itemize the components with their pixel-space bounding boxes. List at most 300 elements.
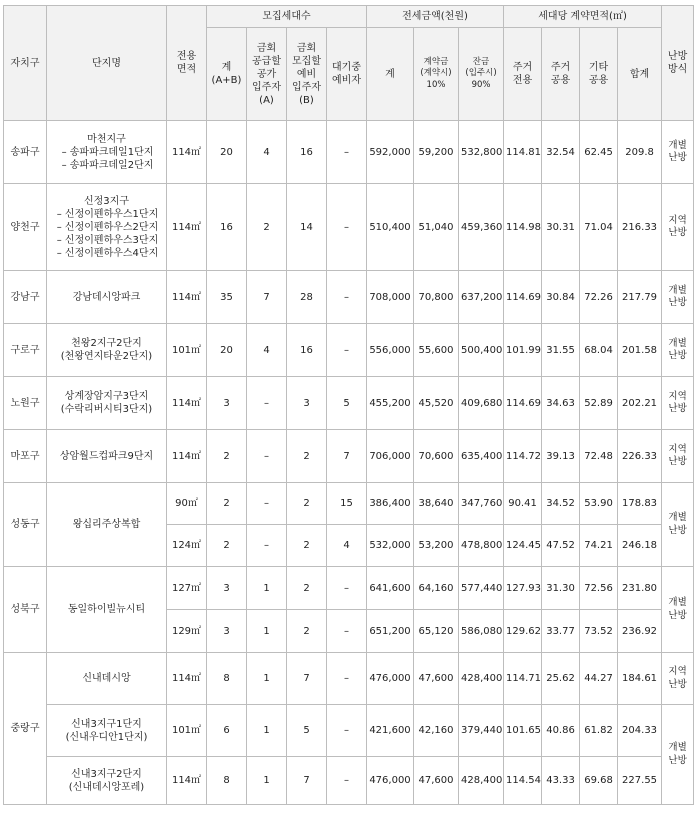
area-cell: 124㎡	[167, 525, 207, 567]
header-recruit-total	[207, 28, 247, 121]
text-line: 주거	[512, 62, 533, 73]
text-line: (B)	[299, 94, 314, 106]
complex-name-cell	[47, 377, 167, 430]
header-area-other-text	[582, 61, 615, 87]
heating-cell	[662, 653, 694, 705]
heating-cell	[662, 377, 694, 430]
recruit-a-cell: 1	[247, 705, 287, 757]
area-private-cell: 114.69	[504, 271, 542, 324]
text-line: 공용	[550, 75, 571, 86]
complex-title-line: 천왕2지구2단지	[71, 338, 142, 349]
text-line: 10%	[426, 79, 446, 90]
text-line: 지역	[668, 390, 687, 402]
complex-title-line: 동일하이빌뉴시티	[67, 604, 146, 615]
deposit-contract-cell: 59,200	[414, 121, 459, 184]
complex-title-line: 신내3지구1단지	[71, 718, 142, 730]
sub-complex-line: – 신정이펜하우스2단지	[56, 221, 159, 233]
recruit-a-cell: 7	[247, 271, 287, 324]
waiting-cell: 5	[327, 377, 367, 430]
text-line: 난방	[668, 297, 687, 308]
recruit-total-cell: 3	[207, 567, 247, 610]
complex-name	[55, 195, 158, 260]
complex-name-cell	[47, 324, 167, 377]
text-line: 입주자	[292, 81, 321, 93]
complex-name-cell	[47, 653, 167, 705]
deposit-balance-cell: 577,440	[459, 567, 504, 610]
text-line: 주거	[550, 62, 571, 73]
header-region-text: 자치구	[10, 57, 40, 69]
text-line: 계약금	[423, 57, 449, 68]
waiting-cell: –	[327, 271, 367, 324]
deposit-balance-cell: 347,760	[459, 483, 504, 525]
header-deposit-total-text: 계	[385, 68, 395, 80]
area-cell: 114㎡	[167, 271, 207, 324]
area-common-cell: 34.63	[542, 377, 580, 430]
recruit-a-cell: 1	[247, 757, 287, 805]
waiting-cell: –	[327, 705, 367, 757]
header-waiting	[327, 28, 367, 121]
complex-name	[73, 518, 141, 531]
deposit-balance-cell: 409,680	[459, 377, 504, 430]
text-line: 모집할	[292, 55, 321, 67]
waiting-cell: –	[327, 324, 367, 377]
area-other-cell: 74.21	[580, 525, 618, 567]
text-line: 지역	[668, 666, 687, 678]
heating-cell	[662, 705, 694, 805]
area-common-cell: 43.33	[542, 757, 580, 805]
recruit-total-cell: 20	[207, 121, 247, 184]
recruit-total-cell: 6	[207, 705, 247, 757]
waiting-cell: –	[327, 567, 367, 610]
table-body	[4, 121, 694, 805]
complex-title-line: 신내데시앙	[82, 673, 131, 684]
deposit-contract-cell: 51,040	[414, 184, 459, 271]
text-line: 전용	[512, 75, 533, 86]
deposit-total-cell: 421,600	[367, 705, 414, 757]
table-row	[4, 483, 694, 525]
deposit-total-cell: 706,000	[367, 430, 414, 483]
area-sum-cell: 217.79	[618, 271, 662, 324]
recruit-b-cell: 3	[287, 377, 327, 430]
area-cell: 101㎡	[167, 324, 207, 377]
complex-title-line: 왕십리주상복합	[72, 519, 141, 530]
header-complex	[47, 6, 167, 121]
area-sum-cell: 202.21	[618, 377, 662, 430]
area-sum-cell: 184.61	[618, 653, 662, 705]
text-line: 난방	[668, 678, 687, 690]
recruit-total-cell: 20	[207, 324, 247, 377]
text-line: 기타	[588, 62, 609, 73]
deposit-total-cell: 476,000	[367, 653, 414, 705]
table-row	[4, 567, 694, 610]
recruit-b-cell: 16	[287, 121, 327, 184]
region-cell: 구로구	[4, 324, 47, 377]
rental-supply-table	[3, 5, 694, 805]
area-other-cell: 44.27	[580, 653, 618, 705]
deposit-balance-cell: 428,400	[459, 653, 504, 705]
deposit-contract-cell: 70,600	[414, 430, 459, 483]
text-line: 개별	[668, 337, 687, 349]
heating-cell	[662, 430, 694, 483]
complex-name-cell	[47, 430, 167, 483]
header-recruit-a-text	[249, 42, 284, 107]
text-line: 난방	[668, 456, 687, 467]
text-line: (계약시)	[420, 68, 452, 79]
area-other-cell: 72.56	[580, 567, 618, 610]
heating-cell	[662, 184, 694, 271]
area-common-cell: 32.54	[542, 121, 580, 184]
deposit-total-cell: 641,600	[367, 567, 414, 610]
deposit-total-cell: 510,400	[367, 184, 414, 271]
table-row	[4, 705, 694, 757]
text-line: 난방	[668, 754, 687, 766]
sub-complex-line: – 송파파크데일2단지	[61, 159, 154, 171]
region-cell: 성동구	[4, 483, 47, 567]
text-line: 지역	[668, 443, 687, 455]
recruit-total-cell: 8	[207, 757, 247, 805]
recruit-a-cell: 1	[247, 567, 287, 610]
complex-title-line: 상계장암지구3단지	[64, 391, 149, 402]
complex-title-line: 마천지구	[87, 133, 126, 145]
recruit-total-cell: 2	[207, 430, 247, 483]
text-line: 전용	[176, 51, 197, 62]
header-deposit-group-text: 전세금액(천원)	[402, 11, 468, 22]
recruit-total-cell: 2	[207, 483, 247, 525]
deposit-balance-cell: 635,400	[459, 430, 504, 483]
text-line: 난방	[668, 152, 687, 163]
text-line: (A)	[259, 94, 274, 106]
region-cell: 노원구	[4, 377, 47, 430]
recruit-a-cell: –	[247, 525, 287, 567]
area-cell: 114㎡	[167, 430, 207, 483]
area-common-cell: 47.52	[542, 525, 580, 567]
header-heating	[662, 6, 694, 121]
recruit-b-cell: 2	[287, 567, 327, 610]
waiting-cell: –	[327, 121, 367, 184]
area-other-cell: 68.04	[580, 324, 618, 377]
header-recruit-group	[207, 6, 367, 28]
text-line: 금회	[296, 42, 317, 54]
header-area	[167, 6, 207, 121]
area-private-cell: 101.99	[504, 324, 542, 377]
area-other-cell: 72.48	[580, 430, 618, 483]
region-cell: 강남구	[4, 271, 47, 324]
text-line: 대기중	[332, 62, 361, 73]
area-sum-cell: 216.33	[618, 184, 662, 271]
recruit-total-cell: 16	[207, 184, 247, 271]
table-header	[4, 6, 694, 121]
recruit-b-cell: 2	[287, 483, 327, 525]
text-line: 난방	[668, 609, 687, 621]
text-line: 지역	[668, 214, 687, 226]
text-line: 계	[221, 62, 232, 73]
header-area-sum-text: 합계	[629, 68, 650, 80]
deposit-total-cell: 532,000	[367, 525, 414, 567]
deposit-contract-cell: 47,600	[414, 653, 459, 705]
complex-name	[60, 133, 154, 172]
header-deposit-balance	[459, 28, 504, 121]
deposit-total-cell: 708,000	[367, 271, 414, 324]
area-private-cell: 114.72	[504, 430, 542, 483]
deposit-contract-cell: 70,800	[414, 271, 459, 324]
heating-cell	[662, 271, 694, 324]
table-row	[4, 121, 694, 184]
text-line: (A+B)	[211, 75, 242, 86]
region-cell: 양천구	[4, 184, 47, 271]
area-other-cell: 53.90	[580, 483, 618, 525]
text-line: 금회	[256, 42, 277, 54]
text-line: 개별	[668, 597, 687, 609]
table-row	[4, 271, 694, 324]
area-sum-cell: 246.18	[618, 525, 662, 567]
recruit-b-cell: 7	[287, 757, 327, 805]
area-sum-cell: 231.80	[618, 567, 662, 610]
text-line: 개별	[668, 742, 687, 754]
recruit-total-cell: 2	[207, 525, 247, 567]
header-deposit-group	[367, 6, 504, 28]
table-row	[4, 377, 694, 430]
text-line: 면적	[176, 64, 197, 75]
header-area-sum	[618, 28, 662, 121]
recruit-b-cell: 28	[287, 271, 327, 324]
region-cell: 성북구	[4, 567, 47, 653]
deposit-total-cell: 556,000	[367, 324, 414, 377]
deposit-contract-cell: 47,600	[414, 757, 459, 805]
waiting-cell: –	[327, 653, 367, 705]
sub-complex-line: – 신정이펜하우스3단지	[56, 234, 159, 246]
heating-cell	[662, 567, 694, 653]
recruit-a-cell: 1	[247, 610, 287, 653]
area-private-cell: 114.54	[504, 757, 542, 805]
area-other-cell: 52.89	[580, 377, 618, 430]
header-area-private	[504, 28, 542, 121]
area-other-cell: 71.04	[580, 184, 618, 271]
sub-complex-line: – 신정이펜하우스1단지	[56, 208, 159, 220]
complex-name	[82, 672, 130, 685]
header-area-text	[169, 50, 204, 76]
complex-name	[69, 768, 144, 794]
text-line: 입주자	[252, 81, 281, 93]
complex-title-line: 강남데시앙파크	[72, 291, 141, 303]
heating-cell	[662, 121, 694, 184]
table-row	[4, 653, 694, 705]
text-line: 예비	[296, 68, 317, 80]
text-line: 난방	[668, 403, 687, 414]
area-other-cell: 73.52	[580, 610, 618, 653]
header-area-common-text	[544, 61, 577, 87]
complex-title-line: 상암월드컵파크9단지	[59, 450, 154, 462]
deposit-balance-cell: 478,800	[459, 525, 504, 567]
area-common-cell: 39.13	[542, 430, 580, 483]
complex-name	[66, 718, 148, 744]
heating-cell	[662, 324, 694, 377]
text-line: 공용	[588, 75, 609, 86]
deposit-contract-cell: 53,200	[414, 525, 459, 567]
area-cell: 129㎡	[167, 610, 207, 653]
recruit-total-cell: 35	[207, 271, 247, 324]
area-sum-cell: 178.83	[618, 483, 662, 525]
area-private-cell: 114.98	[504, 184, 542, 271]
area-sum-cell: 209.8	[618, 121, 662, 184]
header-waiting-text	[329, 61, 364, 87]
header-deposit-balance-text	[461, 57, 501, 90]
header-area-group	[504, 6, 662, 28]
text-line: 방식	[667, 64, 688, 75]
area-common-cell: 30.31	[542, 184, 580, 271]
area-private-cell: 90.41	[504, 483, 542, 525]
text-line: 개별	[668, 284, 687, 296]
area-other-cell: 61.82	[580, 705, 618, 757]
area-sum-cell: 204.33	[618, 705, 662, 757]
deposit-contract-cell: 42,160	[414, 705, 459, 757]
area-cell: 114㎡	[167, 184, 207, 271]
deposit-total-cell: 386,400	[367, 483, 414, 525]
complex-name-cell	[47, 121, 167, 184]
area-common-cell: 34.52	[542, 483, 580, 525]
text-line: 90%	[471, 79, 491, 90]
complex-title-line: (수락리버시티3단지)	[60, 404, 153, 415]
waiting-cell: 15	[327, 483, 367, 525]
complex-name-cell	[47, 483, 167, 567]
header-deposit-total	[367, 28, 414, 121]
area-private-cell: 124.45	[504, 525, 542, 567]
header-complex-text: 단지명	[92, 57, 121, 69]
header-recruit-b	[287, 28, 327, 121]
area-cell: 114㎡	[167, 653, 207, 705]
region-cell: 중랑구	[4, 653, 47, 805]
recruit-b-cell: 14	[287, 184, 327, 271]
waiting-cell: –	[327, 757, 367, 805]
area-private-cell: 129.62	[504, 610, 542, 653]
text-line: 개별	[668, 139, 687, 151]
area-other-cell: 72.26	[580, 271, 618, 324]
area-private-cell: 101.65	[504, 705, 542, 757]
area-private-cell: 114.81	[504, 121, 542, 184]
deposit-contract-cell: 65,120	[414, 610, 459, 653]
header-region	[4, 6, 47, 121]
table-row	[4, 430, 694, 483]
header-recruit-total-text	[209, 61, 244, 87]
area-common-cell: 31.55	[542, 324, 580, 377]
area-sum-cell: 227.55	[618, 757, 662, 805]
deposit-total-cell: 592,000	[367, 121, 414, 184]
area-private-cell: 114.71	[504, 653, 542, 705]
area-cell: 114㎡	[167, 121, 207, 184]
complex-name	[61, 390, 152, 416]
area-common-cell: 33.77	[542, 610, 580, 653]
deposit-balance-cell: 637,200	[459, 271, 504, 324]
area-common-cell: 31.30	[542, 567, 580, 610]
complex-name	[60, 450, 153, 463]
area-cell: 101㎡	[167, 705, 207, 757]
table-row	[4, 757, 694, 805]
sub-complex-line: – 신정이펜하우스4단지	[56, 247, 159, 259]
area-cell: 114㎡	[167, 757, 207, 805]
header-area-group-text: 세대당 계약면적(㎡)	[538, 11, 627, 22]
complex-name	[68, 603, 145, 616]
complex-name-cell	[47, 705, 167, 757]
area-common-cell: 30.84	[542, 271, 580, 324]
text-line: 난방	[667, 51, 688, 62]
deposit-balance-cell: 459,360	[459, 184, 504, 271]
text-line: 난방	[668, 524, 687, 536]
complex-name	[73, 291, 141, 304]
recruit-a-cell: 2	[247, 184, 287, 271]
recruit-a-cell: 4	[247, 121, 287, 184]
table-row	[4, 324, 694, 377]
complex-title-line: (천왕연지타운2단지)	[60, 351, 153, 362]
deposit-balance-cell: 379,440	[459, 705, 504, 757]
table-row	[4, 184, 694, 271]
deposit-balance-cell: 500,400	[459, 324, 504, 377]
text-line: 공가	[256, 68, 277, 80]
complex-name-cell	[47, 567, 167, 653]
complex-title-line: (신내우디안1단지)	[65, 731, 148, 743]
region-cell: 마포구	[4, 430, 47, 483]
text-line: 예비자	[332, 75, 361, 86]
recruit-a-cell: –	[247, 377, 287, 430]
deposit-contract-cell: 45,520	[414, 377, 459, 430]
header-recruit-group-text: 모집세대수	[262, 11, 311, 22]
text-line: 난방	[668, 227, 687, 238]
complex-name-cell	[47, 757, 167, 805]
waiting-cell: 7	[327, 430, 367, 483]
header-area-private-text	[506, 61, 539, 87]
deposit-total-cell: 455,200	[367, 377, 414, 430]
area-other-cell: 69.68	[580, 757, 618, 805]
deposit-contract-cell: 38,640	[414, 483, 459, 525]
deposit-contract-cell: 64,160	[414, 567, 459, 610]
deposit-total-cell: 651,200	[367, 610, 414, 653]
recruit-b-cell: 7	[287, 653, 327, 705]
deposit-balance-cell: 428,400	[459, 757, 504, 805]
complex-name-cell	[47, 184, 167, 271]
header-heating-text	[664, 50, 691, 76]
header-deposit-contract-text	[416, 57, 456, 90]
area-sum-cell: 201.58	[618, 324, 662, 377]
header-area-other	[580, 28, 618, 121]
region-cell: 송파구	[4, 121, 47, 184]
text-line: 공급할	[252, 55, 281, 67]
complex-name	[61, 337, 152, 363]
deposit-balance-cell: 532,800	[459, 121, 504, 184]
complex-title-line: 신내3지구2단지	[71, 768, 142, 780]
text-line: 개별	[668, 512, 687, 524]
complex-name-cell	[47, 271, 167, 324]
recruit-b-cell: 5	[287, 705, 327, 757]
recruit-total-cell: 3	[207, 377, 247, 430]
text-line: 잔금	[472, 57, 490, 68]
recruit-a-cell: –	[247, 483, 287, 525]
heating-cell	[662, 483, 694, 567]
waiting-cell: –	[327, 184, 367, 271]
complex-title-line: 신정3지구	[83, 195, 129, 207]
recruit-b-cell: 2	[287, 525, 327, 567]
text-line: 난방	[668, 350, 687, 361]
recruit-a-cell: 1	[247, 653, 287, 705]
area-common-cell: 25.62	[542, 653, 580, 705]
area-cell: 114㎡	[167, 377, 207, 430]
header-recruit-a	[247, 28, 287, 121]
deposit-total-cell: 476,000	[367, 757, 414, 805]
area-sum-cell: 226.33	[618, 430, 662, 483]
deposit-balance-cell: 586,080	[459, 610, 504, 653]
recruit-total-cell: 8	[207, 653, 247, 705]
text-line: (입주시)	[465, 68, 497, 79]
recruit-total-cell: 3	[207, 610, 247, 653]
area-private-cell: 114.69	[504, 377, 542, 430]
sub-complex-line: – 송파파크데일1단지	[61, 146, 154, 158]
